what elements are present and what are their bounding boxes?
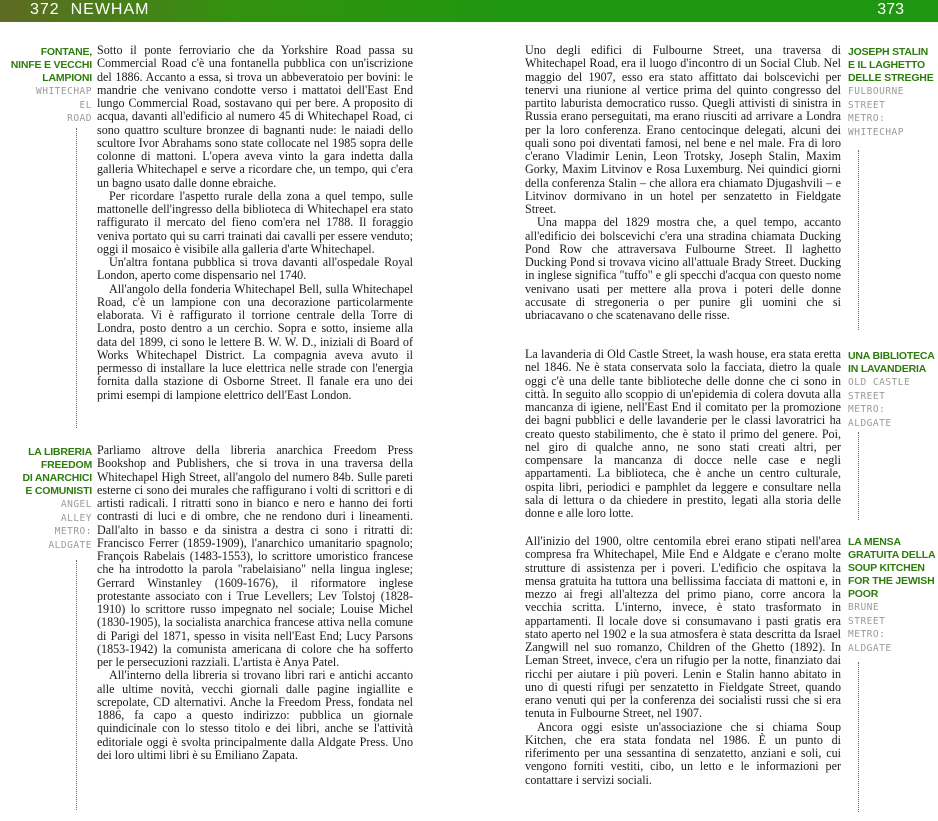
sidebar-location-line: FULBOURNE xyxy=(848,86,904,97)
paragraph: Parliamo altrove della libreria anarchica Freedom Press Bookshop and Publishers, che si trova in una traversa della Whitechapel High Street, all'angolo del numero 84b. Sulle pareti esterne ci sono dei murales che raffigurano i volti di scrittori e di artisti radicali. I ritratti sono in bianco e nero e hanno dei forti contrasti di luci e di ombre, che ne rendono duri i lineamenti. Dall'alto in basso e da sinistra a destra ci sono i ritratti di: Francisco Ferrer (1859-1909), l'anarchico umanitario spagnolo; François Rabelais (1483-1553), lo scrittore umoristico francese che ha introdotto la parola "rabelaisiano" nella lingua inglese; Gerrard Winstanley (1609-1676), il riformatore inglese protestante associato con i True Levellers; Lev Tolstoj (1828-1910) lo scrittore russo impegnato nel sociale; Louise Michel (1830-1905), la socialista anarchica francese attiva nella comune di Parigi del 1871, spesso in visita nell'East End; Lucy Parsons (1853-1942) la comunista americana di colore che ha sofferto per le persecuzioni razziali. L'artista è Anya Patel. xyxy=(97,443,413,669)
entry-libreria-text xyxy=(97,444,413,762)
sidebar-location-line: ROAD xyxy=(67,113,92,124)
left-page-number: 372 xyxy=(30,1,60,18)
sidebar-title-line: E COMUNISTI xyxy=(25,485,92,497)
sidebar-location-line: WHITECHAP xyxy=(848,126,904,138)
entry-fontane-text xyxy=(97,44,413,402)
sidebar-title-line: GRATUITA DELLA xyxy=(848,549,936,561)
sidebar-location-line: ALDGATE xyxy=(848,642,892,654)
sidebar-title-line: LAMPIONI xyxy=(42,72,92,84)
sidebar-location-line: WHITECHAP xyxy=(36,86,92,97)
sidebar-location-line: ANGEL xyxy=(60,499,92,510)
paragraph: All'angolo della fonderia Whitechapel Bell, sulla Whitechapel Road, c'è un lampione con una decorazione particolarmente elaborata. Vi è raffigurato il torrione centrale della Torre di Londra, posto dentro a un cerchio. Sopra e sotto, insieme alla data del 1899, ci sono le lettere B. W. W. D., iniziali di Board of Works Whitechapel District. La compagnia aveva avuto il permesso di installare la luce elettrica nelle strade con l'energia fornita dalla stazione di Osborne Street. Il fanale era uno dei primi esempi di lampione elettrico dell'East London. xyxy=(97,281,413,402)
sidebar-location-line: METRO: xyxy=(848,629,886,640)
sidebar-location-line: ALDGATE xyxy=(848,417,892,429)
sidebar-title-line: FOR THE JEWISH xyxy=(848,575,935,587)
entry-lavanderia-text xyxy=(525,348,841,520)
sidebar-location-line: STREET xyxy=(848,99,886,111)
sidebar-title-line: JOSEPH STALIN xyxy=(848,46,929,58)
sidebar-title-line: UNA BIBLIOTECA xyxy=(848,350,935,362)
paragraph: Un'altra fontana pubblica si trova davanti all'ospedale Royal London, aperto come dispensario nel 1740. xyxy=(97,255,413,283)
dotted-divider xyxy=(76,128,77,428)
sidebar-title-line: LA MENSA xyxy=(848,536,901,548)
sidebar-stalin xyxy=(848,46,936,139)
dotted-divider xyxy=(76,560,77,810)
paragraph: Per ricordare l'aspetto rurale della zona a quel tempo, sulle mattonelle dell'ingresso della biblioteca di Whitechapel era stato raffigurato il mercato del fieno com'era nel 1788. Il foraggio veniva portato qui su carri trainati dai cavalli per essere venduto; oggi il mosaico è visibile alla galleria d'arte Whitechapel. xyxy=(97,188,413,256)
sidebar-title-line: DI ANARCHICI xyxy=(22,472,92,484)
sidebar-location-line: STREET xyxy=(848,615,886,627)
sidebar-title-line: E IL LAGHETTO xyxy=(848,59,925,71)
paragraph: Uno degli edifici di Fulbourne Street, una traversa di Whitechapel Road, era il luogo d'incontro di un Social Club. Nel maggio del 1907, esso era stato affittato dai bolscevichi per tenervi una riunione al vertice prima del quinto congresso del partito laburista democratico russo. Quegli attivisti di sinistra in Russia erano perseguitati, ma erano riusciti ad arrivare a Londra per la loro conferenza. Erano centocinque delegati, alcuni dei quali sono poi diventati famosi, nel bene e nel male. Fra di loro c'erano Vladimir Lenin, Leon Trotsky, Joseph Stalin, Maxim Gorky, Maxim Litvinov e Rosa Luxemburg. Nei quindici giorni della conferenza Stalin – che allora era chiamato Djugashvili – e Litvinov dormivano in un hotel per senzatetto in Fieldgate Street. xyxy=(525,43,841,216)
paragraph: All'interno della libreria si trovano libri rari e antichi accanto alle ultime novità, vecchi giornali dalle pagine ingiallite e screpolate, CD alternativi. Anche la Freedom Press, fondata nel 1886, fa capo a questo indirizzo: pubblica un giornale quindicinale con lo stesso titolo e dei libri, anche se l'attività editoriale oggi è svolta principalmente dalla Aldgate Press. Uno dei loro ultimi libri è su Emiliano Zapata. xyxy=(97,668,413,762)
left-page-header xyxy=(30,1,149,19)
sidebar-title-line: FREEDOM xyxy=(40,459,92,471)
sidebar-location-line: EL xyxy=(79,99,92,111)
sidebar-location-line: STREET xyxy=(848,390,886,402)
paragraph: La lavanderia di Old Castle Street, la wash house, era stata eretta nel 1846. Ne è stata conservata solo la facciata, dietro la quale oggi c'è una delle tante biblioteche delle donne che ci sono in città. In seguito allo scoppio di un'epidemia di colera dovuta alla mancanza di igiene, nell'East End il comitato per la promozione dei bagni pubblici e delle lavanderie per le classi lavoratrici ha creato questo stabilimento, che è stato il primo del genere. Poi, nel giro di qualche anno, ne sono stati creati altri, per compensare la mancanza di docce nelle case e negli appartamenti. La biblioteca, che è anche un centro culturale, ospita libri, periodici e pamphlet da leggere e consultare nella sala di lettura o da chiedere in prestito, legati alla storia delle donne e alle loro lotte. xyxy=(525,347,841,520)
sidebar-location-line: OLD CASTLE xyxy=(848,377,911,388)
sidebar-location-line: METRO: xyxy=(848,113,886,124)
sidebar-location-line: ALDGATE xyxy=(48,539,92,551)
entry-stalin-text xyxy=(525,44,841,322)
sidebar-title-line: LA LIBRERIA xyxy=(28,446,92,458)
sidebar-title-line: FONTANE, xyxy=(40,46,92,58)
paragraph: Sotto il ponte ferroviario che da Yorkshire Road passa su Commercial Road c'è una fontanella pubblica con un'iscrizione del 1886. Accanto a essa, si trova un abbeveratoio per bovini: le mandrie che venivano condotte verso i mattatoi dell'East End lungo Commercial Road, sostavano qui per bere. A proposito di acqua, davanti all'edificio al numero 45 di Whitechapel Road, ci sono quattro sculture bronzee di bagnanti nude: le naiadi dello scultore Ivor Abrahams sono state collocate nel 1985 sopra delle colonne di mattoni. L'opera aveva vinto la gara indetta dalla galleria Whitechapel e serve a ricordare che, un tempo, qui c'era un bagno usato dalle donne ebraiche. xyxy=(97,43,413,190)
paragraph: Ancora oggi esiste un'associazione che si chiama Soup Kitchen, che era stata fondata nel 1986. È un punto di riferimento per una sessantina di senzatetto, anziani e soli, cui vengono forniti vestiti, cibo, un letto e le informazioni per contattare i servizi sociali. xyxy=(525,719,841,787)
entry-mensa-text xyxy=(525,535,841,787)
sidebar-fontane xyxy=(8,46,92,126)
page-header xyxy=(0,0,938,22)
right-page-number: 373 xyxy=(877,1,904,18)
sidebar-libreria xyxy=(8,446,92,552)
sidebar-title-line: DELLE STREGHE xyxy=(848,72,934,84)
paragraph: Una mappa del 1829 mostra che, a quel tempo, accanto all'edificio dei bolscevichi c'era una stradina chiamata Ducking Pond Row che attraversava Fulbourne Street. Il laghetto Ducking Pond si trovava vicino all'attuale Brady Street. Ducking in inglese significa "tuffo" e gli specchi d'acqua con questo nome venivano usati per mettere alla prova i poteri delle donne accusate di stregoneria o per punire gli uomini che si ubriacavano o che scatenavano delle risse. xyxy=(525,215,841,322)
dotted-divider xyxy=(858,150,859,330)
sidebar-mensa xyxy=(848,536,936,655)
sidebar-location-line: BRUNE xyxy=(848,602,880,613)
sidebar-title-line: IN LAVANDERIA xyxy=(848,363,927,375)
sidebar-location-line: ALLEY xyxy=(60,512,92,524)
sidebar-lavanderia xyxy=(848,350,936,430)
dotted-divider xyxy=(858,662,859,812)
sidebar-title-line: NINFE E VECCHI xyxy=(10,59,92,71)
section-title: NEWHAM xyxy=(70,1,150,18)
dotted-divider xyxy=(858,432,859,520)
sidebar-location-line: METRO: xyxy=(54,526,92,537)
sidebar-title-line: POOR xyxy=(848,588,879,600)
paragraph: All'inizio del 1900, oltre centomila ebrei erano stipati nell'area compresa fra Whitechapel, Mile End e Aldgate e c'erano molte strutture di assistenza per i poveri. L'edificio che ospitava la mensa gratuita ha tuttora una bellissima facciata di mattoni e, in mezzo ai fregi all'altezza del primo piano, corre ancora la vecchia scritta. L'interno, invece, è stato trasformato in appartamenti. Il locale dove si consumavano i pasti gratis era stato aperto nel 1902 e la sua atmosfera è stata descritta da Israel Zangwill nel suo romanzo, Children of the Ghetto (1892). In Leman Street, invece, c'era un rifugio per la notte, finanziato dai ricchi per aiutare i più poveri. Lenin e Stalin hanno abitato in uno di questi rifugi per senzatetto in Fieldgate Street, quando erano venuti qui per la conferenza dei socialisti russi che si era tenuta in Fulbourne Street, nel 1907. xyxy=(525,534,841,721)
sidebar-title-line: SOUP KITCHEN xyxy=(848,562,925,574)
sidebar-location-line: METRO: xyxy=(848,404,886,415)
